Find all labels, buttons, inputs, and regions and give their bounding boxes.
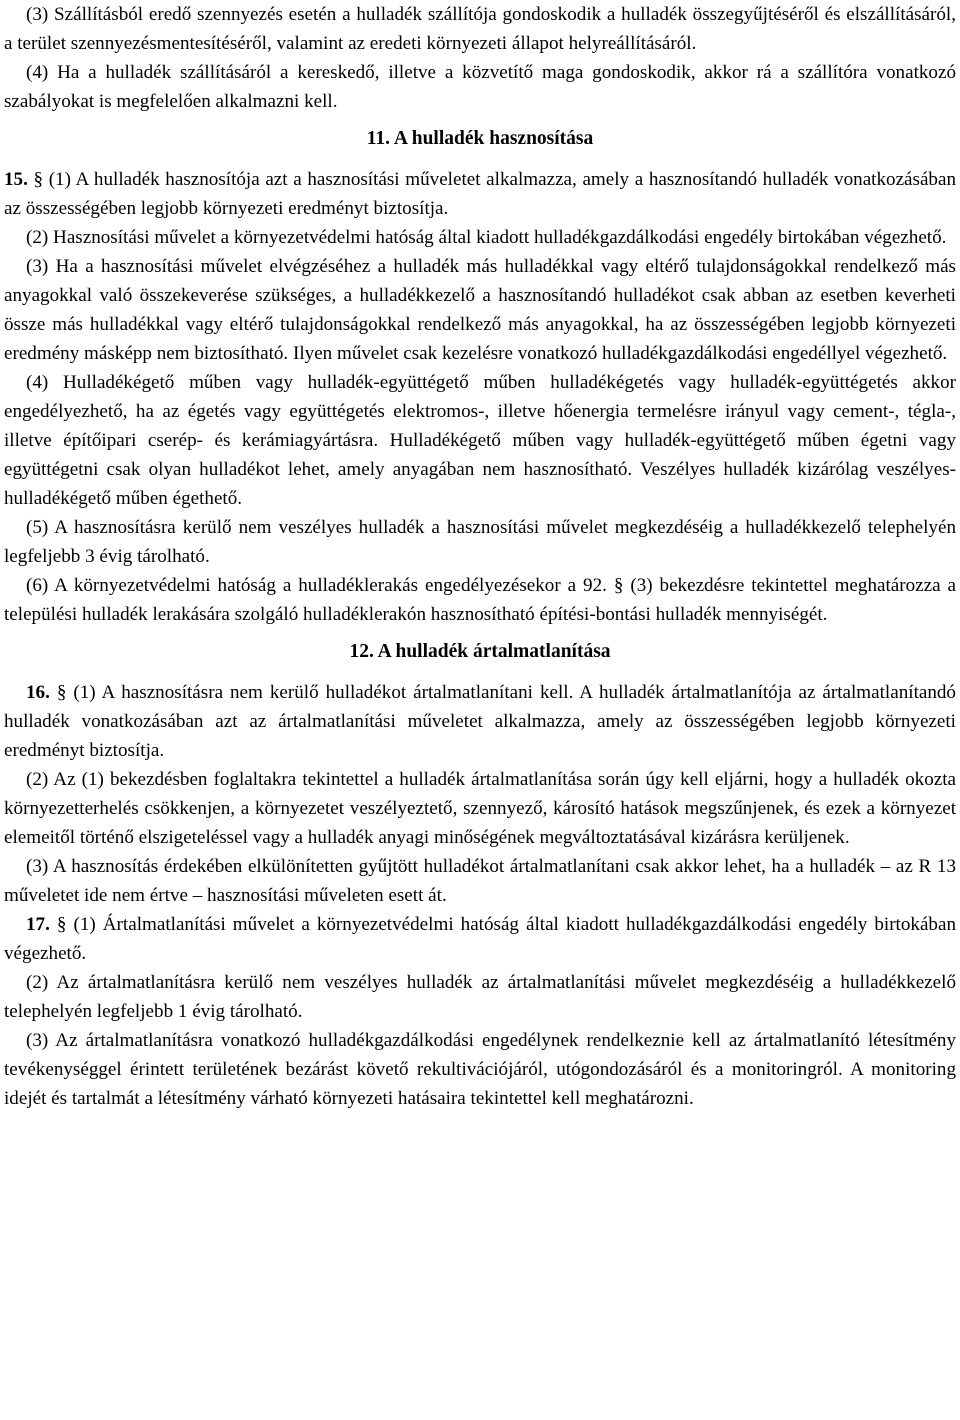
section-16-paragraph-1 bbox=[4, 678, 956, 765]
paragraph: (4) Ha a hulladék szállításáról a kereskedő, illetve a közvetítő maga gondoskodik, akkor rá a szállítóra vonatkozó szabályokat is megfelelően alkalmazni kell. bbox=[4, 62, 956, 112]
paragraph: (5) A hasznosításra kerülő nem veszélyes hulladék a hasznosítási művelet megkezdéséig a hulladékkezelő telephelyén legfeljebb 3 évig tárolható. bbox=[4, 517, 956, 567]
paragraph: (3) Ha a hasznosítási művelet elvégzéséhez a hulladék más hulladékkal vagy eltérő tulajdonságokkal rendelkező más anyagokkal való összekeverése szükséges, a hulladékkezelő a hasznosítandó hulladékot csak abban az esetben keverheti össze más hulladékkal vagy eltérő tulajdonságokkal rendelkező más anyagokkal, ha az összességében legjobb környezeti eredmény másképp nem biztosítható. Ilyen művelet csak kezelésre vonatkozó hulladékgazdálkodási engedéllyel végezhető. bbox=[4, 256, 956, 364]
section-number-16: 16. bbox=[26, 682, 50, 703]
section-heading-11: 11. A hulladék hasznosítása bbox=[366, 128, 594, 149]
paragraph: (2) Az ártalmatlanításra kerülő nem veszélyes hulladék az ártalmatlanítási művelet megkezdéséig a hulladékkezelő telephelyén legfeljebb 1 évig tárolható. bbox=[4, 972, 956, 1022]
section-heading-12: 12. A hulladék ártalmatlanítása bbox=[349, 641, 611, 662]
paragraph: (6) A környezetvédelmi hatóság a hulladéklerakás engedélyezésekor a 92. § (3) bekezdésre tekintettel meghatározza a települési hulladék lerakására szolgáló hulladéklerakón hasznosítható építési-bontási hulladék mennyiségét. bbox=[4, 575, 956, 625]
paragraph: (2) Hasznosítási művelet a környezetvédelmi hatóság által kiadott hulladékgazdálkodási engedély birtokában végezhető. bbox=[26, 227, 947, 248]
section-number-17: 17. bbox=[26, 914, 50, 935]
paragraph: (4) Hulladékégető műben vagy hulladék-együttégető műben hulladékégetés vagy hulladék-együttégetés akkor engedélyezhető, ha az égetés vagy együttégetés elektromos-, illetve hőenergia termelésre irányul vagy cement-, tégla-, illetve építőipari cserép- és kerámiagyártásra. Hulladékégető műben vagy hulladék-együttégető műben égetni vagy együttégetni csak olyan hulladékot lehet, amely anyagában nem hasznosítható. Veszélyes hulladék kizárólag veszélyes-hulladékégető műben égethető. bbox=[4, 372, 956, 509]
paragraph-text: § (1) A hasznosításra nem kerülő hulladékot ártalmatlanítani kell. A hulladék ártalmatlanítója az ártalmatlanítandó hulladék vonatkozásában azt az ártalmatlanítási műveletet alkalmazza, amely az összességében legjobb környezeti eredményt biztosítja. bbox=[4, 682, 956, 761]
paragraph-text: § (1) Ártalmatlanítási művelet a környezetvédelmi hatóság által kiadott hulladékgazdálkodási engedély birtokában végezhető. bbox=[4, 914, 956, 964]
paragraph: (3) A hasznosítás érdekében elkülönítetten gyűjtött hulladékot ártalmatlanítani csak akkor lehet, ha a hulladék – az R 13 műveletet ide nem értve – hasznosítási műveleten esett át. bbox=[4, 856, 956, 906]
section-17-paragraph-1 bbox=[4, 910, 956, 968]
paragraph: (3) Az ártalmatlanításra vonatkozó hulladékgazdálkodási engedélynek rendelkeznie kell az ártalmatlanító létesítmény tevékenységgel érintett területének bezárást követő rekultivációjáról, utógondozásáról és a monitoringról. A monitoring idejét és tartalmát a létesítmény várható környezeti hatásaira tekintettel kell meghatározni. bbox=[4, 1030, 956, 1109]
paragraph: (3) Szállításból eredő szennyezés esetén a hulladék szállítója gondoskodik a hulladék összegyűjtéséről és elszállításáról, a terület szennyezésmentesítéséről, valamint az eredeti környezeti állapot helyreállításáról. bbox=[4, 4, 956, 54]
paragraph: (2) Az (1) bekezdésben foglaltakra tekintettel a hulladék ártalmatlanítása során úgy kell eljárni, hogy a hulladék okozta környezetterhelés csökkenjen, a környezetet veszélyeztető, szennyező, károsító hatások megszűnjenek, és ezek a környezet elemeitől történő elszigeteléssel vagy a hulladék anyagi minőségének megváltoztatásával kizárásra kerüljenek. bbox=[4, 769, 956, 848]
paragraph-text: § (1) A hulladék hasznosítója azt a hasznosítási műveletet alkalmazza, amely a hasznosítandó hulladék vonatkozásában az összességében legjobb környezeti eredményt biztosítja. bbox=[4, 169, 956, 219]
section-number-15: 15. bbox=[4, 169, 28, 190]
section-15-paragraph-1 bbox=[4, 165, 956, 223]
